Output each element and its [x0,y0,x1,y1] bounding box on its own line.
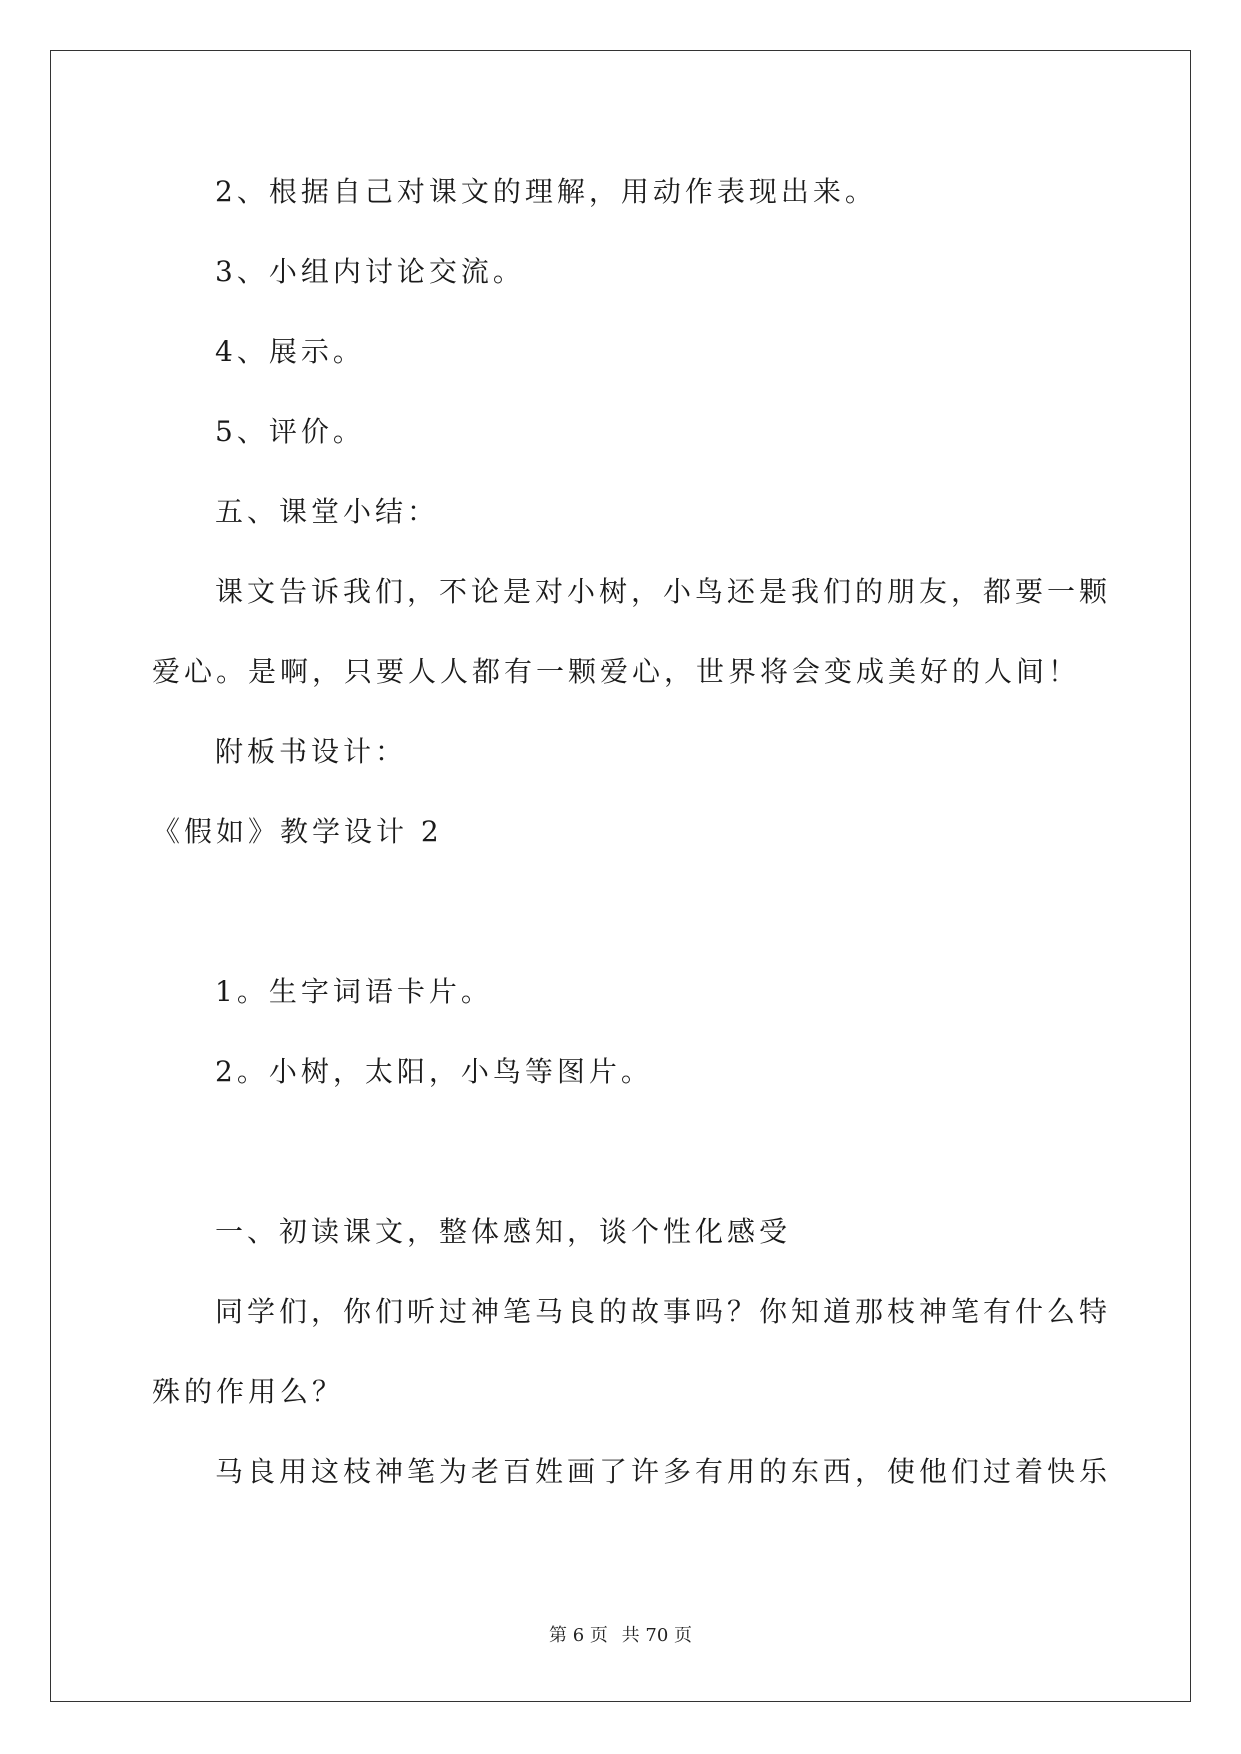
text-line: 爱心。是啊，只要人人都有一颗爱心，世界将会变成美好的人间！ [152,655,1081,688]
page-number: 第 6 页 [549,1625,608,1646]
page-footer [0,1624,1241,1648]
text-line: 2、根据自己对课文的理解，用动作表现出来。 [215,175,877,208]
text-line: 附板书设计： [215,735,408,768]
page-total: 共 70 页 [621,1625,692,1646]
text-line: 5、评价。 [215,415,365,448]
text-line: 课文告诉我们，不论是对小树，小鸟还是我们的朋友，都要一颗 [215,575,1112,608]
text-line: 殊的作用么？ [152,1375,345,1408]
section-heading: 一、初读课文，整体感知，谈个性化感受 [215,1215,792,1248]
section-heading: 五、课堂小结： [215,495,440,528]
text-line: 2。小树，太阳，小鸟等图片。 [215,1055,653,1088]
text-line: 马良用这枝神笔为老百姓画了许多有用的东西，使他们过着快乐 [215,1455,1112,1488]
text-line: 3、小组内讨论交流。 [215,255,525,288]
document-title: 《假如》教学设计 2 [152,815,443,848]
text-line: 4、展示。 [215,335,365,368]
text-line: 同学们，你们听过神笔马良的故事吗？你知道那枝神笔有什么特 [215,1295,1112,1328]
text-line: 1。生字词语卡片。 [215,975,493,1008]
